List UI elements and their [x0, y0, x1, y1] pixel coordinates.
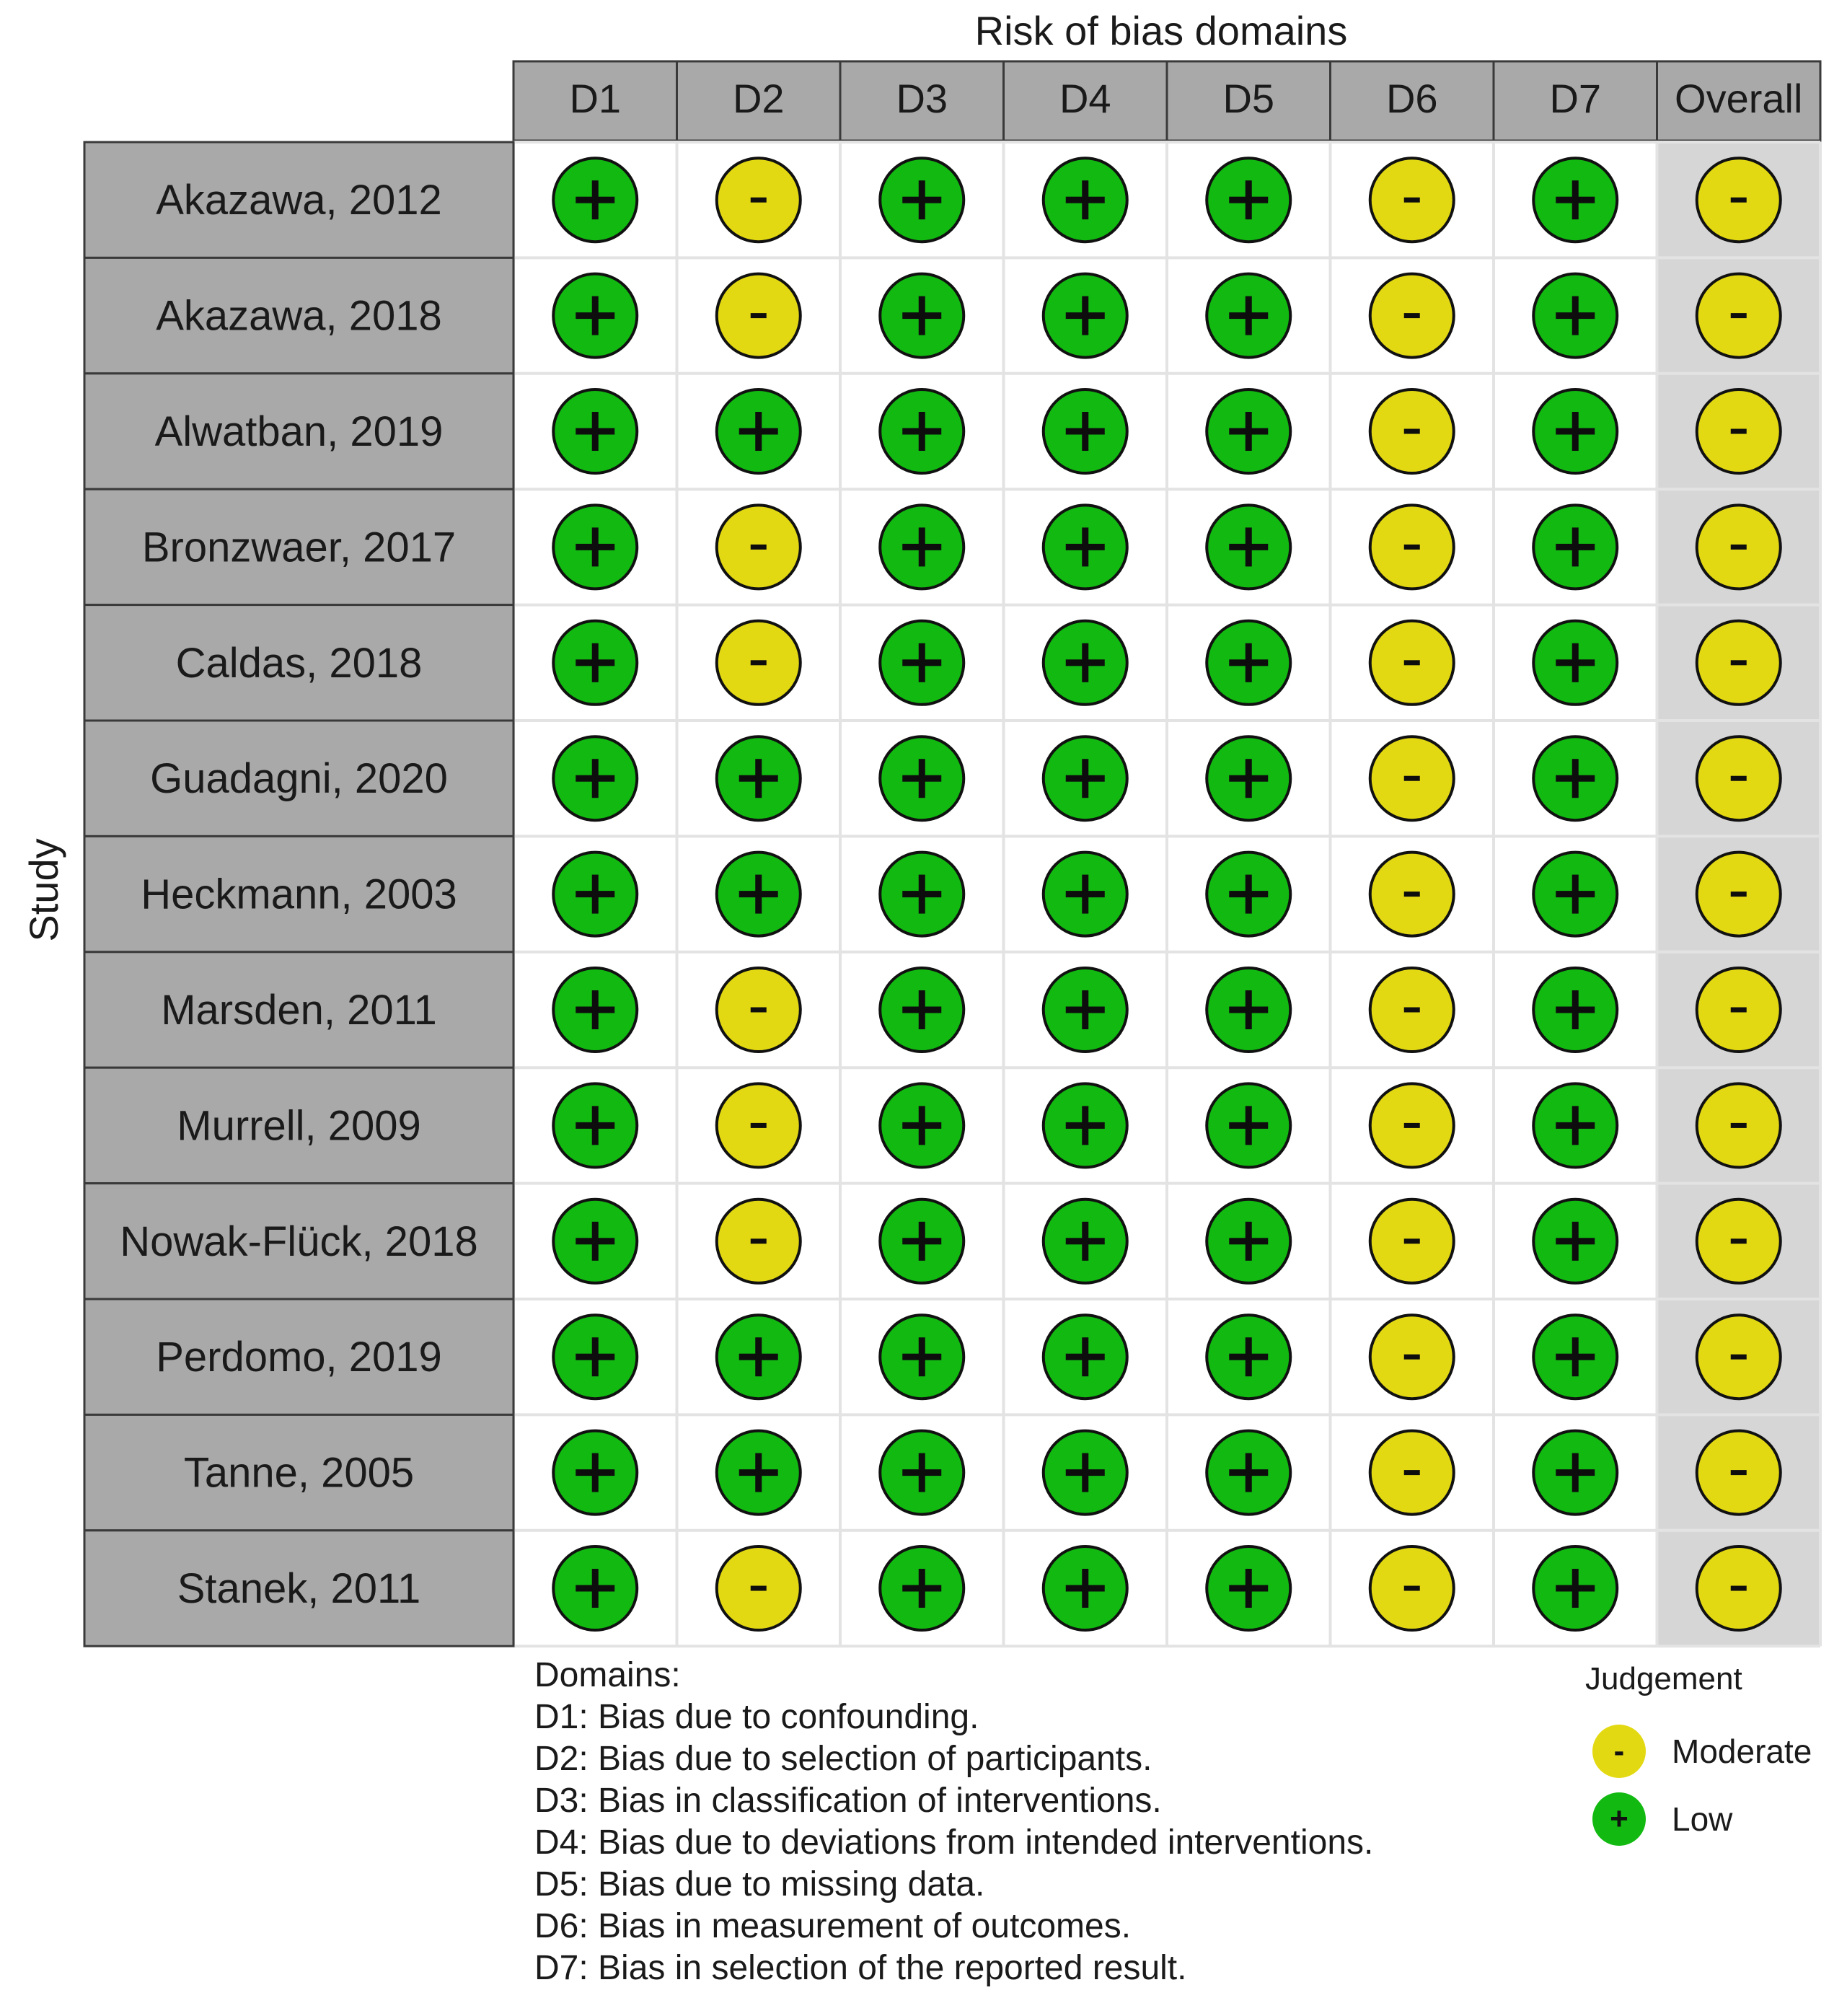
minus-symbol [1731, 1123, 1747, 1128]
judgement-legend-title: Judgement [1585, 1661, 1742, 1696]
moderate-symbol: - [1592, 1725, 1646, 1778]
column-header-label: D1 [569, 76, 622, 121]
plus-symbol [919, 296, 925, 335]
plus-symbol [755, 1337, 762, 1376]
plus-symbol [1572, 990, 1579, 1029]
plus-symbol [1246, 1337, 1252, 1376]
plus-symbol [1572, 412, 1579, 451]
plus-symbol [1082, 1453, 1088, 1492]
plus-symbol [919, 1453, 925, 1492]
minus-symbol [1404, 1355, 1420, 1360]
minus-symbol [1731, 892, 1747, 897]
minus-symbol [1404, 660, 1420, 665]
study-label: Tanne, 2005 [183, 1449, 415, 1497]
minus-symbol [1731, 1586, 1747, 1591]
minus-symbol [1731, 1470, 1747, 1475]
plus-symbol [1082, 990, 1088, 1029]
plus-symbol [592, 527, 599, 566]
minus-symbol [1731, 313, 1747, 318]
domains-legend [534, 1655, 1373, 1989]
minus-symbol [1731, 1008, 1747, 1013]
chart-title: Risk of bias domains [974, 8, 1348, 53]
study-label: Murrell, 2009 [177, 1102, 421, 1150]
study-label: Heckmann, 2003 [141, 871, 457, 918]
judgement-legend-item-low [1592, 1790, 1732, 1848]
domains-legend-item: D4: Bias due to deviations from intended interventions. [534, 1823, 1374, 1862]
plus-symbol [1082, 412, 1088, 451]
minus-symbol [1731, 545, 1747, 550]
domains-legend-item: D1: Bias due to confounding. [534, 1698, 979, 1736]
column-header-label: D7 [1549, 76, 1602, 121]
study-label: Akazawa, 2018 [156, 292, 442, 340]
plus-symbol [919, 1337, 925, 1376]
plus-symbol [1246, 1453, 1252, 1492]
minus-symbol [1404, 1586, 1420, 1591]
grid [84, 61, 1820, 1646]
minus-symbol [751, 545, 767, 550]
plus-symbol [592, 1569, 599, 1608]
minus-symbol [751, 1586, 767, 1591]
plus-symbol [1246, 296, 1252, 335]
plus-symbol [1572, 180, 1579, 219]
plus-symbol [1082, 1337, 1088, 1376]
plus-symbol [592, 180, 599, 219]
plus-symbol [1572, 875, 1579, 914]
minus-symbol [1731, 198, 1747, 203]
minus-symbol [1404, 545, 1420, 550]
minus-symbol [1404, 1238, 1420, 1244]
study-label: Alwatban, 2019 [154, 408, 444, 455]
minus-symbol [751, 198, 767, 203]
plus-symbol [1246, 527, 1252, 566]
plus-symbol [919, 1106, 925, 1145]
column-header-label: Overall [1675, 76, 1803, 121]
minus-symbol [1731, 1238, 1747, 1244]
column-header-label: D2 [732, 76, 785, 121]
plus-symbol [1082, 643, 1088, 682]
minus-symbol [1731, 429, 1747, 434]
minus-symbol [751, 1008, 767, 1013]
minus-symbol [1404, 1008, 1420, 1013]
minus-symbol [1404, 776, 1420, 781]
plus-symbol [1082, 1569, 1088, 1608]
plus-symbol [592, 1106, 599, 1145]
plus-symbol [592, 1337, 599, 1376]
domains-legend-item: D7: Bias in selection of the reported result. [534, 1949, 1187, 1987]
minus-symbol [1404, 892, 1420, 897]
plus-symbol [755, 875, 762, 914]
judgement-label: Moderate [1672, 1733, 1812, 1770]
plus-symbol [919, 412, 925, 451]
plus-symbol [1082, 1106, 1088, 1145]
plus-symbol [919, 1569, 925, 1608]
plus-symbol [919, 643, 925, 682]
plus-symbol [1082, 180, 1088, 219]
judgement-legend [1585, 1660, 1845, 1838]
plus-symbol [919, 990, 925, 1029]
plus-symbol [1246, 412, 1252, 451]
study-label: Akazawa, 2012 [156, 177, 442, 224]
plus-symbol [755, 759, 762, 798]
plus-symbol [755, 1453, 762, 1492]
minus-symbol [751, 1238, 767, 1244]
plus-symbol [592, 296, 599, 335]
plus-symbol [755, 412, 762, 451]
plus-symbol [1572, 1222, 1579, 1261]
domains-legend-item: D2: Bias due to selection of participants. [534, 1740, 1152, 1778]
minus-symbol [1404, 1123, 1420, 1128]
plus-symbol [1572, 1337, 1579, 1376]
minus-symbol [1731, 660, 1747, 665]
plus-symbol [592, 990, 599, 1029]
plus-symbol [592, 643, 599, 682]
minus-symbol [1404, 1470, 1420, 1475]
minus-symbol [1731, 1355, 1747, 1360]
plus-symbol [1246, 1106, 1252, 1145]
plus-symbol [592, 875, 599, 914]
study-label: Guadagni, 2020 [150, 755, 448, 803]
y-axis-label: Study [21, 838, 66, 942]
minus-symbol [1731, 776, 1747, 781]
study-label: Nowak-Flück, 2018 [120, 1218, 478, 1265]
plus-symbol [1572, 1106, 1579, 1145]
minus-symbol [1404, 313, 1420, 318]
domains-legend-item: D3: Bias in classification of interventions. [534, 1782, 1162, 1820]
judgement-legend-item-moderate [1592, 1722, 1812, 1780]
low-symbol: + [1592, 1792, 1646, 1846]
plus-symbol [1246, 1569, 1252, 1608]
plus-symbol [592, 759, 599, 798]
domains-legend-item: D5: Bias due to missing data. [534, 1865, 985, 1903]
study-label: Caldas, 2018 [175, 639, 423, 687]
plus-symbol [1082, 527, 1088, 566]
plus-symbol [1246, 759, 1252, 798]
plus-symbol [592, 1453, 599, 1492]
plus-symbol [919, 527, 925, 566]
plus-symbol [1082, 875, 1088, 914]
judgement-label: Low [1672, 1800, 1733, 1838]
plus-symbol [1572, 527, 1579, 566]
column-header-label: D6 [1385, 76, 1438, 121]
plus-symbol [1572, 759, 1579, 798]
plus-symbol [1572, 1569, 1579, 1608]
plus-symbol [919, 875, 925, 914]
plus-symbol [1246, 180, 1252, 219]
minus-symbol [751, 660, 767, 665]
study-label: Perdomo, 2019 [156, 1334, 442, 1381]
plus-symbol [1572, 1453, 1579, 1492]
plus-symbol [919, 759, 925, 798]
domains-legend-item: D6: Bias in measurement of outcomes. [534, 1907, 1132, 1945]
plus-symbol [1246, 875, 1252, 914]
plus-symbol [919, 180, 925, 219]
plus-symbol [592, 412, 599, 451]
column-header-label: D5 [1222, 76, 1275, 121]
domains-legend-title: Domains: [534, 1656, 681, 1694]
minus-symbol [751, 1123, 767, 1128]
plus-symbol [1246, 643, 1252, 682]
study-label: Bronzwaer, 2017 [141, 524, 457, 571]
plus-symbol [1572, 643, 1579, 682]
column-header-label: D4 [1059, 76, 1111, 121]
column-header-label: D3 [896, 76, 948, 121]
plus-symbol [919, 1222, 925, 1261]
plus-symbol [592, 1222, 599, 1261]
plus-symbol [1246, 990, 1252, 1029]
minus-symbol [1404, 429, 1420, 434]
study-label: Stanek, 2011 [177, 1565, 421, 1612]
plus-symbol [1572, 296, 1579, 335]
minus-symbol [751, 313, 767, 318]
minus-symbol [1404, 198, 1420, 203]
plus-symbol [1082, 1222, 1088, 1261]
study-label: Marsden, 2011 [161, 987, 437, 1034]
plus-symbol [1246, 1222, 1252, 1261]
plus-symbol [1082, 296, 1088, 335]
plus-symbol [1082, 759, 1088, 798]
